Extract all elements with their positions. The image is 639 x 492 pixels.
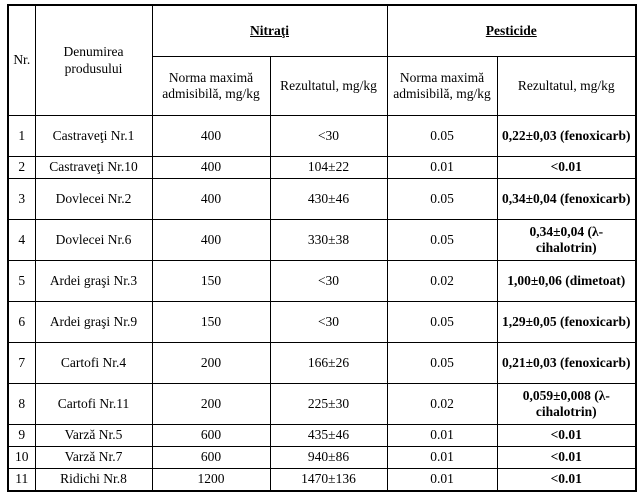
- row-number: 2: [8, 157, 35, 179]
- row-number: 7: [8, 343, 35, 384]
- pesticide-norm: 0.01: [387, 447, 497, 469]
- nitrate-norm: 1200: [152, 469, 270, 492]
- nitrate-norm: 150: [152, 302, 270, 343]
- nitrate-norm: 400: [152, 116, 270, 157]
- pesticide-result: <0.01: [497, 157, 636, 179]
- column-group-pesticides: [387, 5, 636, 57]
- table-row: [8, 302, 636, 343]
- nitrate-result: 1470±136: [270, 469, 387, 492]
- pesticide-result: 1,00±0,06 (dimetoat): [497, 261, 636, 302]
- nitrate-result: <30: [270, 302, 387, 343]
- pesticide-norm: 0.02: [387, 384, 497, 425]
- product-name: Cartofi Nr.11: [35, 384, 152, 425]
- nitrate-result: 940±86: [270, 447, 387, 469]
- pesticide-norm: 0.02: [387, 261, 497, 302]
- pesticide-norm: 0.05: [387, 343, 497, 384]
- column-header-pesticide-result: Rezultatul, mg/kg: [497, 57, 636, 116]
- pesticide-norm: 0.01: [387, 157, 497, 179]
- nitrate-result: 166±26: [270, 343, 387, 384]
- results-table: [7, 4, 637, 492]
- nitrate-norm: 400: [152, 157, 270, 179]
- pesticide-result: <0.01: [497, 469, 636, 492]
- pesticide-norm: 0.05: [387, 116, 497, 157]
- pesticide-result: 0,22±0,03 (fenoxicarb): [497, 116, 636, 157]
- pesticide-result: 0,21±0,03 (fenoxicarb): [497, 343, 636, 384]
- column-header-nr: Nr.: [8, 5, 35, 116]
- row-number: 6: [8, 302, 35, 343]
- product-name: Dovlecei Nr.6: [35, 220, 152, 261]
- table-row: [8, 343, 636, 384]
- product-name: Ridichi Nr.8: [35, 469, 152, 492]
- pesticide-result: 0,059±0,008 (λ-cihalotrin): [497, 384, 636, 425]
- column-group-nitrates: [152, 5, 387, 57]
- table-row: [8, 447, 636, 469]
- row-number: 8: [8, 384, 35, 425]
- product-name: Castraveţi Nr.10: [35, 157, 152, 179]
- table-row: [8, 157, 636, 179]
- row-number: 1: [8, 116, 35, 157]
- nitrate-norm: 600: [152, 447, 270, 469]
- nitrate-norm: 200: [152, 384, 270, 425]
- pesticide-result: <0.01: [497, 425, 636, 447]
- nitrate-result: <30: [270, 261, 387, 302]
- pesticide-result: 0,34±0,04 (fenoxicarb): [497, 179, 636, 220]
- nitrate-norm: 150: [152, 261, 270, 302]
- row-number: 3: [8, 179, 35, 220]
- column-header-pesticide-norm: Norma maximă admisibilă, mg/kg: [387, 57, 497, 116]
- column-header-nitrate-norm: Norma maximă admisibilă, mg/kg: [152, 57, 270, 116]
- column-header-product: Denumirea produsului: [35, 5, 152, 116]
- table-row: [8, 469, 636, 492]
- product-name: Varză Nr.5: [35, 425, 152, 447]
- nitrate-result: 330±38: [270, 220, 387, 261]
- row-number: 4: [8, 220, 35, 261]
- nitrate-result: 430±46: [270, 179, 387, 220]
- product-name: Castraveţi Nr.1: [35, 116, 152, 157]
- table-header: [8, 5, 636, 116]
- nitrate-norm: 400: [152, 220, 270, 261]
- product-name: Ardei graşi Nr.3: [35, 261, 152, 302]
- product-name: Ardei graşi Nr.9: [35, 302, 152, 343]
- nitrate-norm: 600: [152, 425, 270, 447]
- row-number: 10: [8, 447, 35, 469]
- nitrates-group-label: Nitraţi: [250, 22, 289, 38]
- nitrate-result: <30: [270, 116, 387, 157]
- table-row: [8, 384, 636, 425]
- row-number: 5: [8, 261, 35, 302]
- table-row: [8, 261, 636, 302]
- product-name: Cartofi Nr.4: [35, 343, 152, 384]
- nitrate-result: 435±46: [270, 425, 387, 447]
- product-name: Varză Nr.7: [35, 447, 152, 469]
- pesticide-norm: 0.05: [387, 302, 497, 343]
- table-row: [8, 179, 636, 220]
- table-row: [8, 116, 636, 157]
- pesticide-result: 0,34±0,04 (λ-cihalotrin): [497, 220, 636, 261]
- pesticide-norm: 0.05: [387, 220, 497, 261]
- pesticide-result: 1,29±0,05 (fenoxicarb): [497, 302, 636, 343]
- table-body: [8, 116, 636, 492]
- table-row: [8, 425, 636, 447]
- nitrate-result: 225±30: [270, 384, 387, 425]
- row-number: 9: [8, 425, 35, 447]
- pesticide-result: <0.01: [497, 447, 636, 469]
- pesticide-norm: 0.01: [387, 425, 497, 447]
- nitrate-norm: 200: [152, 343, 270, 384]
- nitrate-result: 104±22: [270, 157, 387, 179]
- pesticides-group-label: Pesticide: [485, 22, 537, 38]
- row-number: 11: [8, 469, 35, 492]
- column-header-nitrate-result: Rezultatul, mg/kg: [270, 57, 387, 116]
- pesticide-norm: 0.05: [387, 179, 497, 220]
- table-row: [8, 220, 636, 261]
- nitrate-norm: 400: [152, 179, 270, 220]
- product-name: Dovlecei Nr.2: [35, 179, 152, 220]
- pesticide-norm: 0.01: [387, 469, 497, 492]
